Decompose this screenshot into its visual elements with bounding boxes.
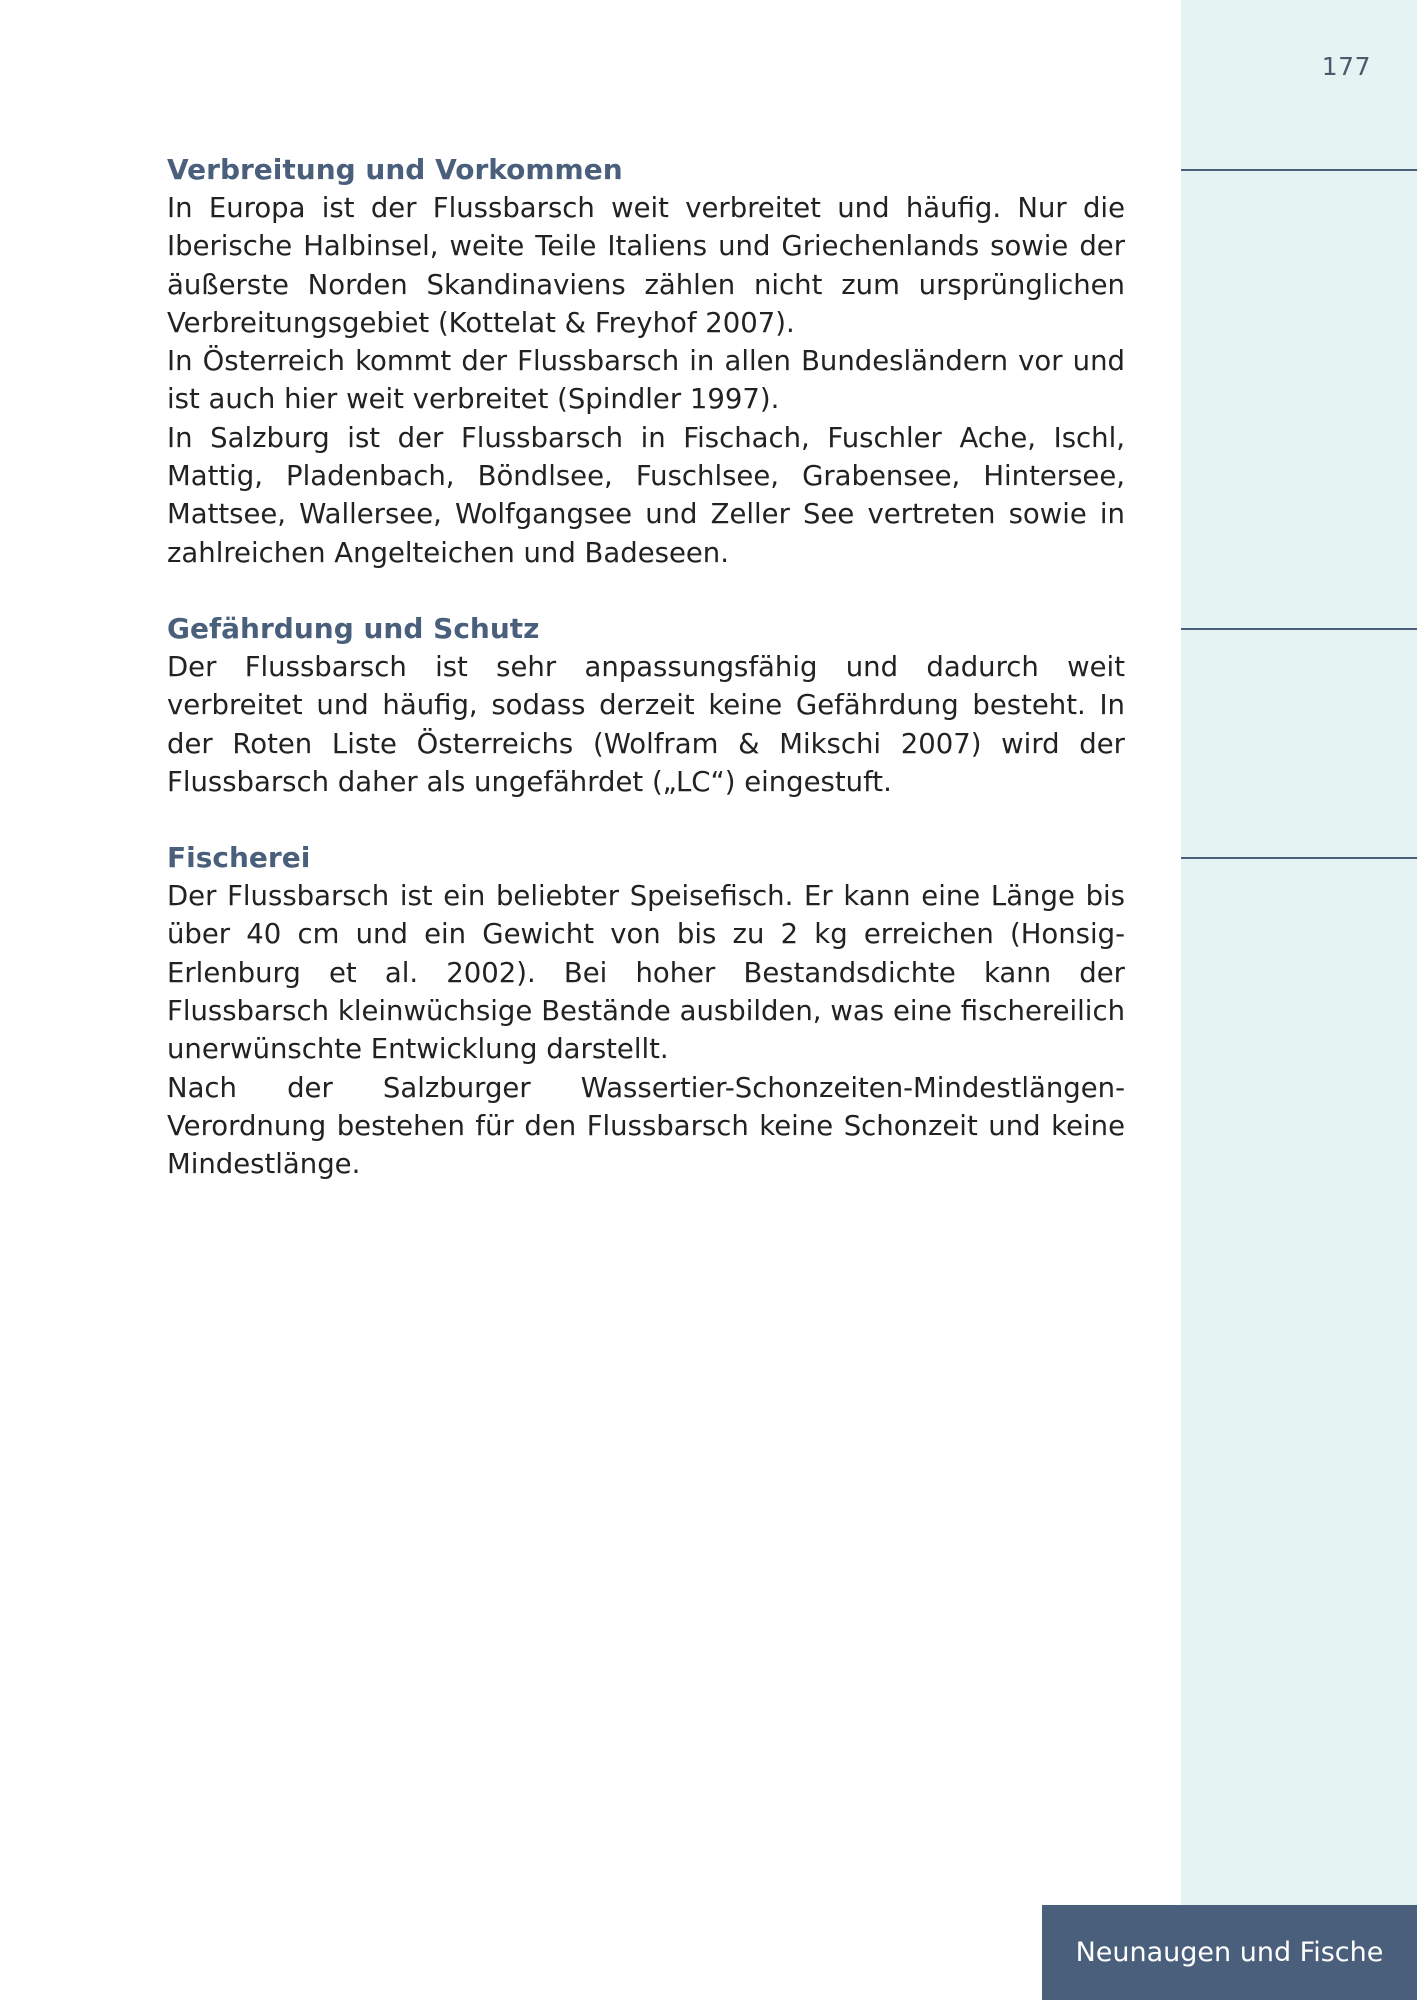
section-fischerei: [167, 839, 1125, 1183]
paragraph: In Europa ist der Flussbarsch weit verbreitet und häufig. Nur die Iberische Halbinsel, weite Teile Italiens und Griechenlands sowie der äußerste Norden Skandinaviens zählen nicht zum ursprünglichen Verbreitungsgebiet (Kottelat & Freyhof 2007).: [167, 192, 1125, 339]
paragraph: Der Flussbarsch ist ein beliebter Speisefisch. Er kann eine Länge bis über 40 cm und ein Gewicht von bis zu 2 kg erreichen (Honsig-Erlenburg et al. 2002). Bei hoher Bestandsdichte kann der Flussbarsch kleinwüchsige Bestände ausbilden, was eine fischereilich unerwünschte Entwicklung darstellt.: [167, 880, 1125, 1066]
paragraph: In Salzburg ist der Flussbarsch in Fischach, Fuschler Ache, Ischl, Mattig, Pladenbach, Böndlsee, Fuschlsee, Grabensee, Hintersee, Mattsee, Wallersee, Wolfgangsee und Zeller See vertreten sowie in zahlreichen Angelteichen und Badeseen.: [167, 421, 1125, 569]
paragraph: Nach der Salzburger Wassertier-Schonzeiten-Mindestlängen-Verordnung bestehen für den Flussbarsch keine Schonzeit und keine Mindestlänge.: [167, 1071, 1125, 1181]
section-heading: Verbreitung und Vorkommen: [167, 153, 623, 186]
sidebar-rule-3: [1181, 857, 1417, 859]
page-number: 177: [1321, 52, 1371, 81]
sidebar-rule-2: [1181, 628, 1417, 630]
section-heading: Gefährdung und Schutz: [167, 611, 540, 645]
main-content: [167, 151, 1125, 1222]
section-heading: Fischerei: [167, 841, 311, 875]
section-gefaehrdung: [167, 610, 1125, 801]
margin-sidebar: [1181, 0, 1417, 2000]
paragraph: Der Flussbarsch ist sehr anpassungsfähig und dadurch weit verbreitet und häufig, sodass derzeit keine Gefährdung besteht. In der Roten Liste Österreichs (Wolfram & Mikschi 2007) wird der Flussbarsch daher als ungefährdet („LC“) eingestuft.: [167, 650, 1125, 798]
chapter-footer-tab: Neunaugen und Fische: [1042, 1905, 1417, 2000]
sidebar-rule-1: [1181, 169, 1417, 171]
paragraph: In Österreich kommt der Flussbarsch in allen Bundesländern vor und ist auch hier weit verbreitet (Spindler 1997).: [167, 345, 1125, 416]
section-verbreitung: [167, 151, 1125, 572]
